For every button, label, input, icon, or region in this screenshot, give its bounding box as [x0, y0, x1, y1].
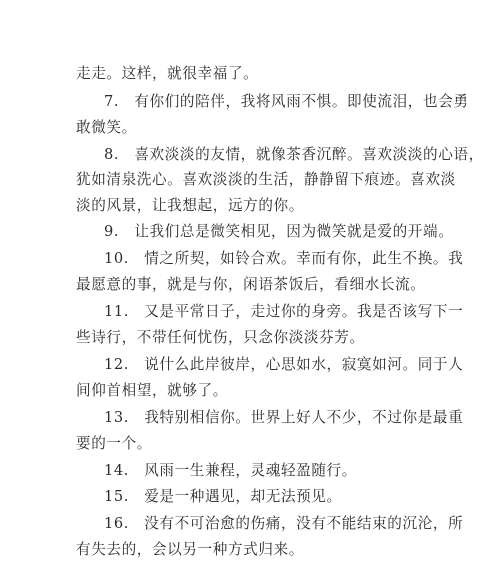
text-line: 些诗行，不带任何忧伤，只念你淡淡芬芳。 — [76, 329, 365, 346]
text-line: 12. 说什么此岸彼岸，心思如水，寂寞如河。同于人 — [104, 356, 464, 373]
text-line: 淡的风景，让我想起，远方的你。 — [76, 197, 304, 214]
text-line: 14. 风雨一生兼程，灵魂轻盈随行。 — [104, 462, 357, 479]
text-line: 11. 又是平常日子，走过你的身旁。我是否该写下一 — [104, 303, 464, 320]
text-line: 15. 爱是一种遇见，却无法预见。 — [104, 488, 342, 505]
text-line: 16. 没有不可治愈的伤痛，没有不能结束的沉沦，所 — [104, 515, 464, 532]
text-line: 间仰首相望，就够了。 — [76, 382, 228, 399]
text-line: 7. 有你们的陪伴，我将风雨不惧。即使流泪，也会勇 — [104, 93, 469, 110]
text-line: 10. 情之所契，如铃合欢。幸而有你，此生不换。我 — [104, 250, 464, 267]
text-line: 有失去的，会以另一种方式归来。 — [76, 541, 304, 558]
text-line: 敢微笑。 — [76, 119, 137, 136]
text-line: 要的一个。 — [76, 435, 152, 452]
text-line: 9. 让我们总是微笑相见，因为微笑就是爱的开端。 — [104, 223, 454, 240]
text-line: 13. 我特别相信你。世界上好人不少，不过你是最重 — [104, 409, 464, 426]
text-line: 犹如清泉洗心。喜欢淡淡的生活，静静留下痕迹。喜欢淡 — [76, 171, 456, 188]
text-line: 走走。这样，就很幸福了。 — [76, 65, 259, 82]
text-line: 最愿意的事，就是与你，闲语茶饭后，看细水长流。 — [76, 276, 426, 293]
text-line: 8. 喜欢淡淡的友情，就像茶香沉醉。喜欢淡淡的心语， — [104, 146, 484, 163]
